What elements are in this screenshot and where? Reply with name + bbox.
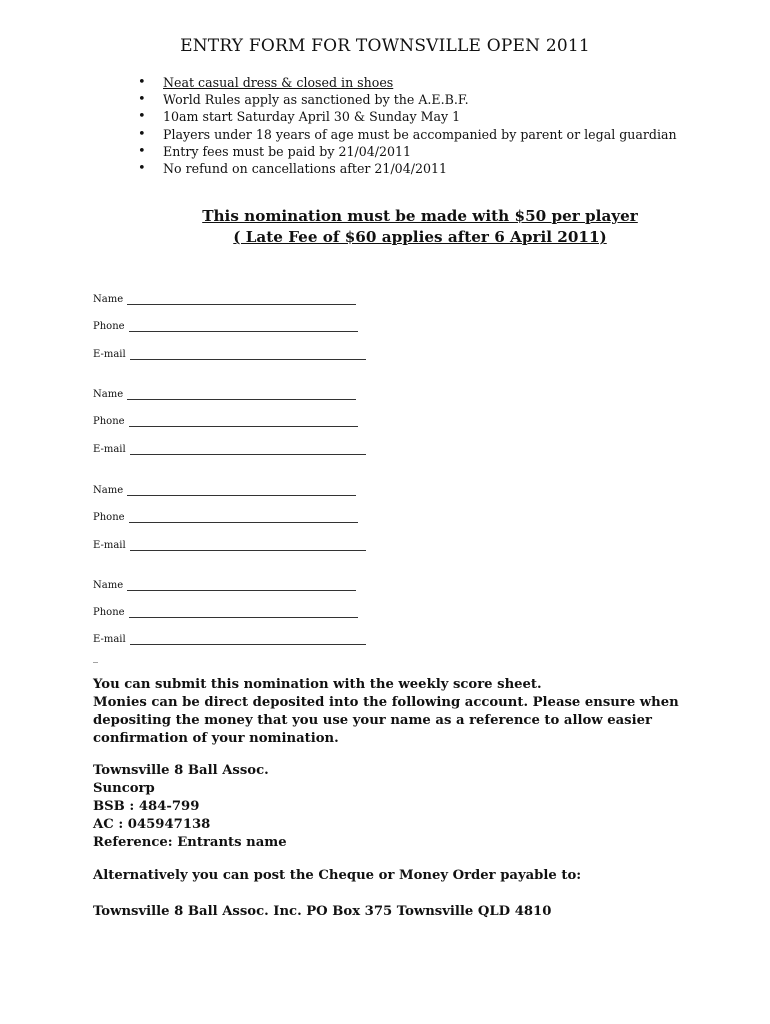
phone-label: Phone: [93, 607, 125, 618]
player-1-name-field[interactable]: [93, 294, 356, 305]
fee-notice: [0, 206, 770, 248]
phone-input-line[interactable]: [129, 609, 358, 618]
player-3-name-field[interactable]: [93, 485, 356, 496]
name-input-line[interactable]: [127, 582, 356, 591]
email-input-line[interactable]: [130, 636, 366, 645]
name-input-line[interactable]: [127, 296, 356, 305]
rule-text: Neat casual dress & closed in shoes: [163, 75, 394, 90]
player-4-name-field[interactable]: [93, 580, 356, 591]
player-2-phone-field[interactable]: [93, 416, 358, 427]
account-details: [93, 762, 287, 852]
late-fee-notice-line: ( Late Fee of $60 applies after 6 April 2011): [233, 228, 607, 246]
phone-input-line[interactable]: [129, 323, 358, 332]
email-label: E-mail: [93, 634, 126, 645]
rule-item: • World Rules apply as sanctioned by the A.E.B.F.: [136, 91, 677, 108]
rule-item: • Entry fees must be paid by 21/04/2011: [136, 143, 677, 160]
rule-item: • Players under 18 years of age must be accompanied by parent or legal guardian: [136, 126, 677, 143]
email-label: E-mail: [93, 349, 126, 360]
account-number: AC : 045947138: [93, 817, 211, 832]
deposit-instruction-line: depositing the money that you use your name as a reference to allow easier: [93, 713, 652, 728]
stray-mark: _: [93, 652, 98, 663]
post-alternative: Alternatively you can post the Cheque or Money Order payable to:: [93, 868, 582, 883]
postal-address: Townsville 8 Ball Assoc. Inc. PO Box 375 Townsville QLD 4810: [93, 904, 552, 919]
instructions-block: [93, 676, 679, 748]
email-label: E-mail: [93, 540, 126, 551]
fee-notice-line: This nomination must be made with $50 per player: [202, 207, 638, 225]
account-name: Townsville 8 Ball Assoc.: [93, 763, 269, 778]
name-label: Name: [93, 580, 124, 591]
name-input-line[interactable]: [127, 391, 356, 400]
player-2-email-field[interactable]: [93, 444, 366, 455]
phone-label: Phone: [93, 512, 125, 523]
player-4-phone-field[interactable]: [93, 607, 358, 618]
rules-list: [136, 74, 677, 177]
form-title: ENTRY FORM FOR TOWNSVILLE OPEN 2011: [180, 36, 590, 56]
player-4-email-field[interactable]: [93, 634, 366, 645]
bank-name: Suncorp: [93, 781, 155, 796]
deposit-instruction-line: confirmation of your nomination.: [93, 731, 339, 746]
deposit-instruction-line: Monies can be direct deposited into the following account. Please ensure when: [93, 695, 679, 710]
email-input-line[interactable]: [130, 542, 366, 551]
player-2-name-field[interactable]: [93, 389, 356, 400]
player-1-phone-field[interactable]: [93, 321, 358, 332]
phone-label: Phone: [93, 416, 125, 427]
bsb-number: BSB : 484-799: [93, 799, 200, 814]
rule-item: • No refund on cancellations after 21/04/2011: [136, 160, 677, 177]
email-label: E-mail: [93, 444, 126, 455]
name-input-line[interactable]: [127, 487, 356, 496]
phone-input-line[interactable]: [129, 418, 358, 427]
rule-item: • 10am start Saturday April 30 & Sunday May 1: [136, 108, 677, 125]
submit-instruction: You can submit this nomination with the weekly score sheet.: [93, 677, 542, 692]
name-label: Name: [93, 389, 124, 400]
name-label: Name: [93, 485, 124, 496]
phone-input-line[interactable]: [129, 514, 358, 523]
email-input-line[interactable]: [130, 351, 366, 360]
name-label: Name: [93, 294, 124, 305]
player-3-email-field[interactable]: [93, 540, 366, 551]
player-3-phone-field[interactable]: [93, 512, 358, 523]
player-1-email-field[interactable]: [93, 349, 366, 360]
email-input-line[interactable]: [130, 446, 366, 455]
phone-label: Phone: [93, 321, 125, 332]
rule-item: [136, 74, 677, 91]
payment-reference: Reference: Entrants name: [93, 835, 287, 850]
